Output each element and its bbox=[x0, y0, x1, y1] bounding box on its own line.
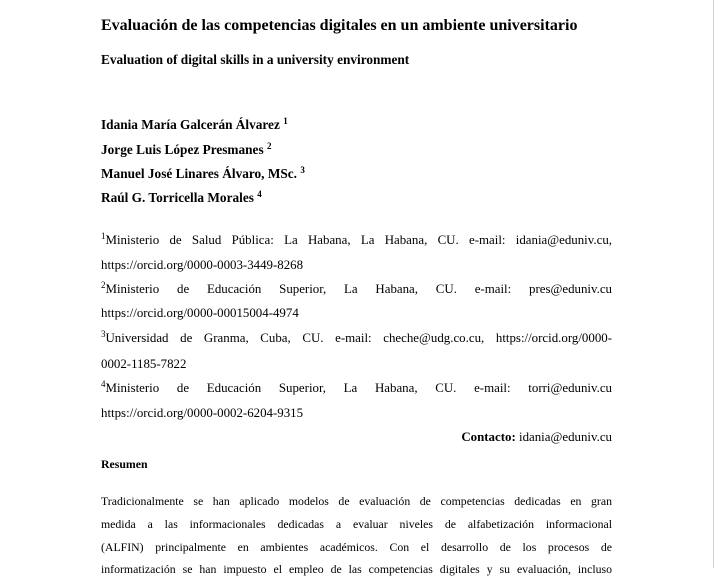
abstract-line-4: informatización se han impuesto el empleo de las competencias digitales y su evaluación, incluso bbox=[101, 562, 612, 576]
abstract-line-3: (ALFIN) principalmente en ambientes académicos. Con el desarrollo de los procesos de bbox=[101, 540, 612, 554]
author-1-sup: 1 bbox=[283, 116, 288, 126]
contact-line bbox=[461, 430, 612, 445]
affiliation-1-line-2: https://orcid.org/0000-0003-3449-8268 bbox=[101, 258, 304, 272]
affiliation-4-line-1: $^4$Ministerio de Educación Superior, La Habana, CU. e-mail: torri@eduniv.cu bbox=[101, 379, 612, 395]
affiliation-4-line-2: https://orcid.org/0000-0002-6204-9315 bbox=[101, 406, 304, 420]
author-2: Jorge Luis López Presmanes $^2$ bbox=[101, 141, 272, 157]
abstract-line-2: medida a las informacionales dedicadas a evaluar niveles de alfabetización informacional bbox=[101, 517, 612, 531]
author-4-sup: 4 bbox=[257, 189, 262, 199]
author-1: Idania María Galcerán Álvarez $^1$ bbox=[101, 116, 288, 132]
abstract-heading: Resumen bbox=[101, 457, 148, 471]
paper-title: Evaluación de las competencias digitales en un ambiente universitario bbox=[101, 17, 578, 34]
affiliation-1-line-1: $^1$Ministerio de Salud Pública: La Habana, La Habana, CU. e-mail: idania@eduniv.cu, bbox=[101, 231, 612, 247]
author-4: Raúl G. Torricella Morales $^4$ bbox=[101, 189, 262, 205]
affiliation-2-line-2: https://orcid.org/0000-00015004-4974 bbox=[101, 306, 299, 320]
author-3-sup: 3 bbox=[300, 165, 305, 175]
contact-label: Contacto: bbox=[461, 430, 516, 444]
affiliation-3-line-1: $^3$Universidad de Granma, Cuba, CU. e-mail: cheche@udg.co.cu, https://orcid.org/0000- bbox=[101, 329, 612, 345]
author-2-sup: 2 bbox=[266, 141, 272, 151]
affiliation-2-line-1: $^2$Ministerio de Educación Superior, La Habana, CU. e-mail: pres@eduniv.cu bbox=[101, 280, 612, 296]
contact-email: idania@eduniv.cu bbox=[518, 430, 612, 444]
paper-subtitle: Evaluation of digital skills in a university environment bbox=[101, 52, 410, 67]
affiliation-3-line-2: 0002-1185-7822 bbox=[101, 357, 187, 371]
author-3: Manuel José Linares Álvaro, MSc. $^3$ bbox=[101, 165, 305, 181]
abstract-line-1: Tradicionalmente se han aplicado modelos de evaluación de competencias dedicadas en gran bbox=[101, 494, 612, 508]
